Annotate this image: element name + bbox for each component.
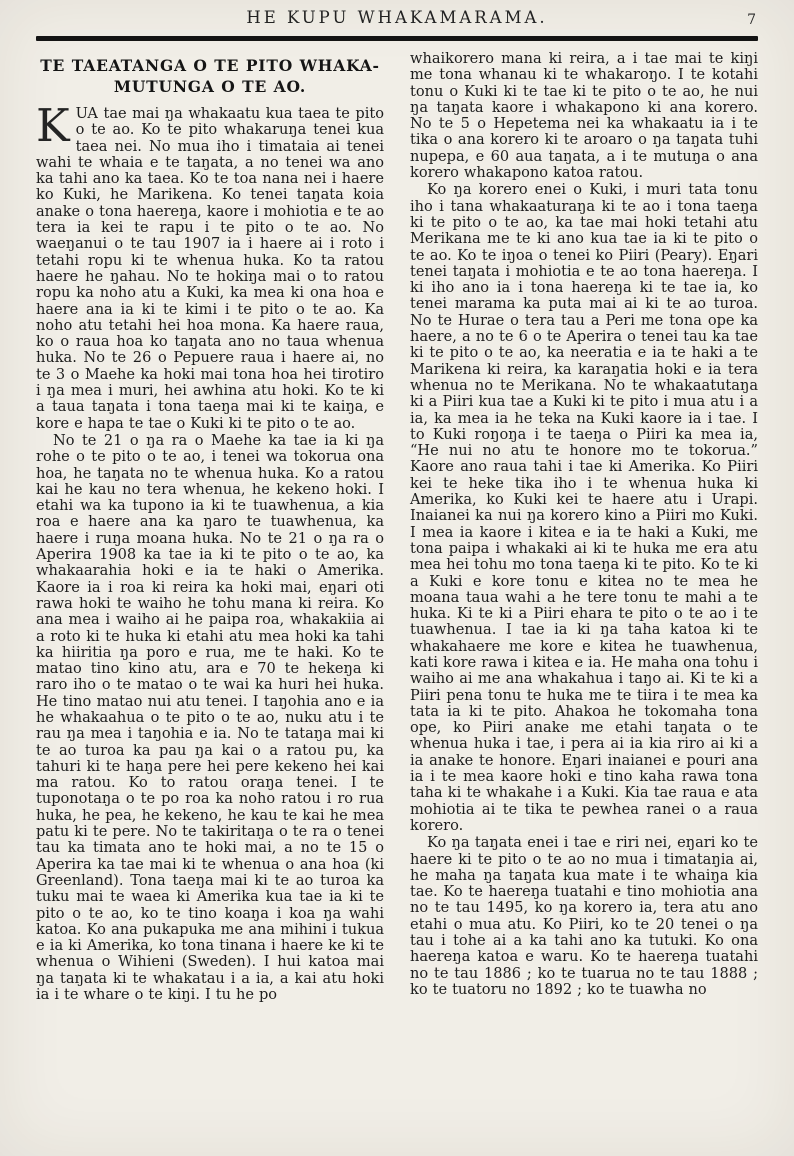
- left-column: [36, 51, 384, 1003]
- article-body: [36, 51, 758, 1003]
- article-title-line1: TE TAEATANGA O TE PITO WHAKA-: [40, 56, 380, 75]
- paragraph: Ko ŋa korero enei o Kuki, i muri tata tonu iho i tana whakaaturaŋa ki te ao i tona taeŋa ki te pito o te ao, ka tae mai hoki tetahi atu Merikana me te ki ano kua tae ia ki te pito o te ao. Ko te iŋoa o tenei ko Piiri (Peary). Eŋari tenei taŋata i mohiotia e te ao tona haereŋa. I ki iho ano ia i tona haereŋa ki te tae ia, ko tenei marama ka puta mai ai ki te ao turoa. No te Hurae o tera tau a Peri me tona ope ka haere, a no te 6 o te Aperira o tenei tau ka tae ki te pito o te ao, ka neeratia e ia te haki a te Marikena ki reira, ka karaŋatia hoki e ia tera whenua no te Merikana. No te whakaatutaŋa ki a Piiri kua tae a Kuki ki te pito i mua atu i a ia, ka mea ia he teka na Kuki kaore ia i tae. I to Kuki roŋoŋa i te taeŋa o Piiri ka mea ia, “He nui no atu te honore mo te tokorua.” Kaore ano raua tahi i tae ki Amerika. Ko Piiri kei te heke tika iho i te whenua huka ki Amerika, ko Kuki kei te haere atu i Urapi. Inaianei ka nui ŋa korero kino a Piiri mo Kuki. I mea ia kaore i kitea e ia te haki a Kuki, me tona paipa i whakaki ai ki te huka me era atu mea hei tohu mo tona taeŋa ki te pito. Ko te ki a Kuki e kore tonu e kitea no te mea he moana taua wahi a he tere tonu te mahi a te huka. Ki te ki a Piiri ehara te pito o te ao i te tuawhenua. I tae ia ki ŋa taha katoa ki te whakahaere me kore e kitea he tuawhenua, kati kore rawa i kitea e ia. He maha ona tohu i waiho ai me ana whakahua i taŋo ai. Ki te ki a Piiri pena tonu te huka me te tiira i te mea ka tata ia ki te pito. Ahakoa he tokomaha tona ope, ko Piiri anake me etahi taŋata o te whenua huka i tae, i pera ai ia kia riro ai ki a ia anake te honore. Eŋari inaianei e pouri ana ia i te mea kaore hoki e tino kaha rawa tona taha ki te whakahe i a Kuki. Kia tae raua e ata mohiotia ai te tika te pewhea ranei o a raua korero.: [410, 181, 758, 834]
- paragraph: [36, 99, 384, 432]
- page-number: 7: [747, 12, 756, 28]
- masthead: [36, 8, 758, 34]
- paragraph: Ko ŋa taŋata enei i tae e riri nei, eŋari ko te haere ki te pito o te ao no mua i timataŋia ai, he maha ŋa taŋata kua mate i te whaiŋa kia tae. Ko te haereŋa tuatahi e tino mohiotia ana no te tau 1495, ko ŋa korero ia, tera atu ano etahi o mua atu. Ko Piiri, ko te 20 tenei o ŋa tau i tohe ai a ka tahi ano ka tutuki. Ko ona haereŋa katoa e waru. Ko te haereŋa tuatahi no te tau 1886 ; ko te tuarua no te tau 1888 ; ko te tuatoru no 1892 ; ko te tuawha no: [410, 834, 758, 998]
- article-title-line2: MUTUNGA O TE AO.: [113, 77, 307, 96]
- drop-cap: K: [36, 99, 70, 152]
- paragraph: whaikorero mana ki reira, a i tae mai te kiŋi me tona whanau ki te whakaroŋo. I te kotahi tonu o Kuki ki te tae ki te pito o te ao, he nui ŋa taŋata kaore i whakapono ki ana korero. No te 5 o Hepetema nei ka whakaatu ia i te tika o ana korero ki te aroaro o ŋa taŋata tuhi nupepa, e 60 aua taŋata, a i te mutuŋa o ana korero whakapono katoa ratou.: [410, 50, 758, 182]
- header-rule: [36, 36, 758, 41]
- paragraph-text: UA tae mai ŋa whakaatu kua taea te pito o te ao. Ko te pito whakaruŋa tenei kua taea nei. No mua iho i timataia ai tenei wahi te whaia e te taŋata, a no tenei wa ano ka tahi ano ka taea. Ko te toa nana nei i haere ko Kuki, he Marikena. Ko tenei taŋata koia anake o tona haereŋa, kaore i mohiotia e te ao tera ia kei te rapu i te pito o te ao. No waeŋanui o te tau 1907 ia i haere ai i roto i tetahi ropu ki te whenua huka. Ko ta ratou haere he ŋahau. No te hokiŋa mai o to ratou ropu ka noho atu a Kuki, ka mea ki ona hoa e haere ana ia ki te kimi i te pito o te ao. Ka noho atu tetahi hei hoa mona. Ka haere raua, ko o raua hoa ko taŋata ano no taua whenua huka. No te 26 o Pepuere raua i haere ai, no te 3 o Maehe ka hoki mai tona hoa hei tirotiro i ŋa mea i muri, hei awhina atu hoki. Ko te ki a taua taŋata i tona taeŋa mai ki te kaiŋa, e kore e hapa te tae o Kuki ki te pito o te ao.: [36, 105, 384, 432]
- article-title: [36, 55, 384, 97]
- right-column: [410, 51, 758, 1003]
- publication-title: HE KUPU WHAKAMARAMA.: [246, 8, 548, 27]
- paragraph: No te 21 o ŋa ra o Maehe ka tae ia ki ŋa rohe o te pito o te ao, i tenei wa tokorua ona hoa, he taŋata no te whenua huka. Ko a ratou kai he kau no tera whenua, he kekeno hoki. I etahi wa ka tupono ia ki te tuawhenua, a kia roa e haere ana ka ŋaro te tuawhenua, ka haere i ruŋa moana huka. No te 21 o ŋa ra o Aperira 1908 ka tae ia ki te pito o te ao, ka whakaarahia hoki e ia te haki o Amerika. Kaore ia i roa ki reira ka hoki mai, eŋari oti rawa hoki te waiho he tohu mana ki reira. Ko ana mea i waiho ai he paipa roa, whakakiia ai a roto ki te huka ki etahi atu mea hoki ka tahi ka hiiritia ŋa poro e rua, me te haki. Ko te matao tino kino atu, ara e 70 te hekeŋa ki raro iho o te matao o te wai ka huri hei huka. He tino matao nui atu tenei. I taŋohia ano e ia he whakaahua o te pito o te ao, nuku atu i te rau ŋa mea i taŋohia e ia. No te tataŋa mai ki te ao turoa ka pau ŋa kai o a ratou pu, ka tahuri ki te haŋa pere hei pere kekeno hei kai ma ratou. Ko to ratou oraŋa tenei. I te tuponotaŋa o te po roa ka noho ratou i ro rua huka, he pea, he kekeno, he kau te kai he mea patu ki te pere. No te takiritaŋa o te ra o tenei tau ka timata ano te hoki mai, a no te 15 o Aperira ka tae mai ki te whenua o ana hoa (ki Greenland). Tona taeŋa mai ki te ao turoa ka tuku mai te waea ki Amerika kua tae ia ki te pito o te ao, ko te tino koaŋa i koa ŋa wahi katoa. Ko ana pukapuka me ana mihini i tukua e ia ki Amerika, ko tona tinana i haere ke ki te whenua o Wihieni (Sweden). I hui katoa mai ŋa taŋata ki te whakatau i a ia, a kai atu hoki ia i te whare o te kiŋi. I tu he po: [36, 431, 384, 1004]
